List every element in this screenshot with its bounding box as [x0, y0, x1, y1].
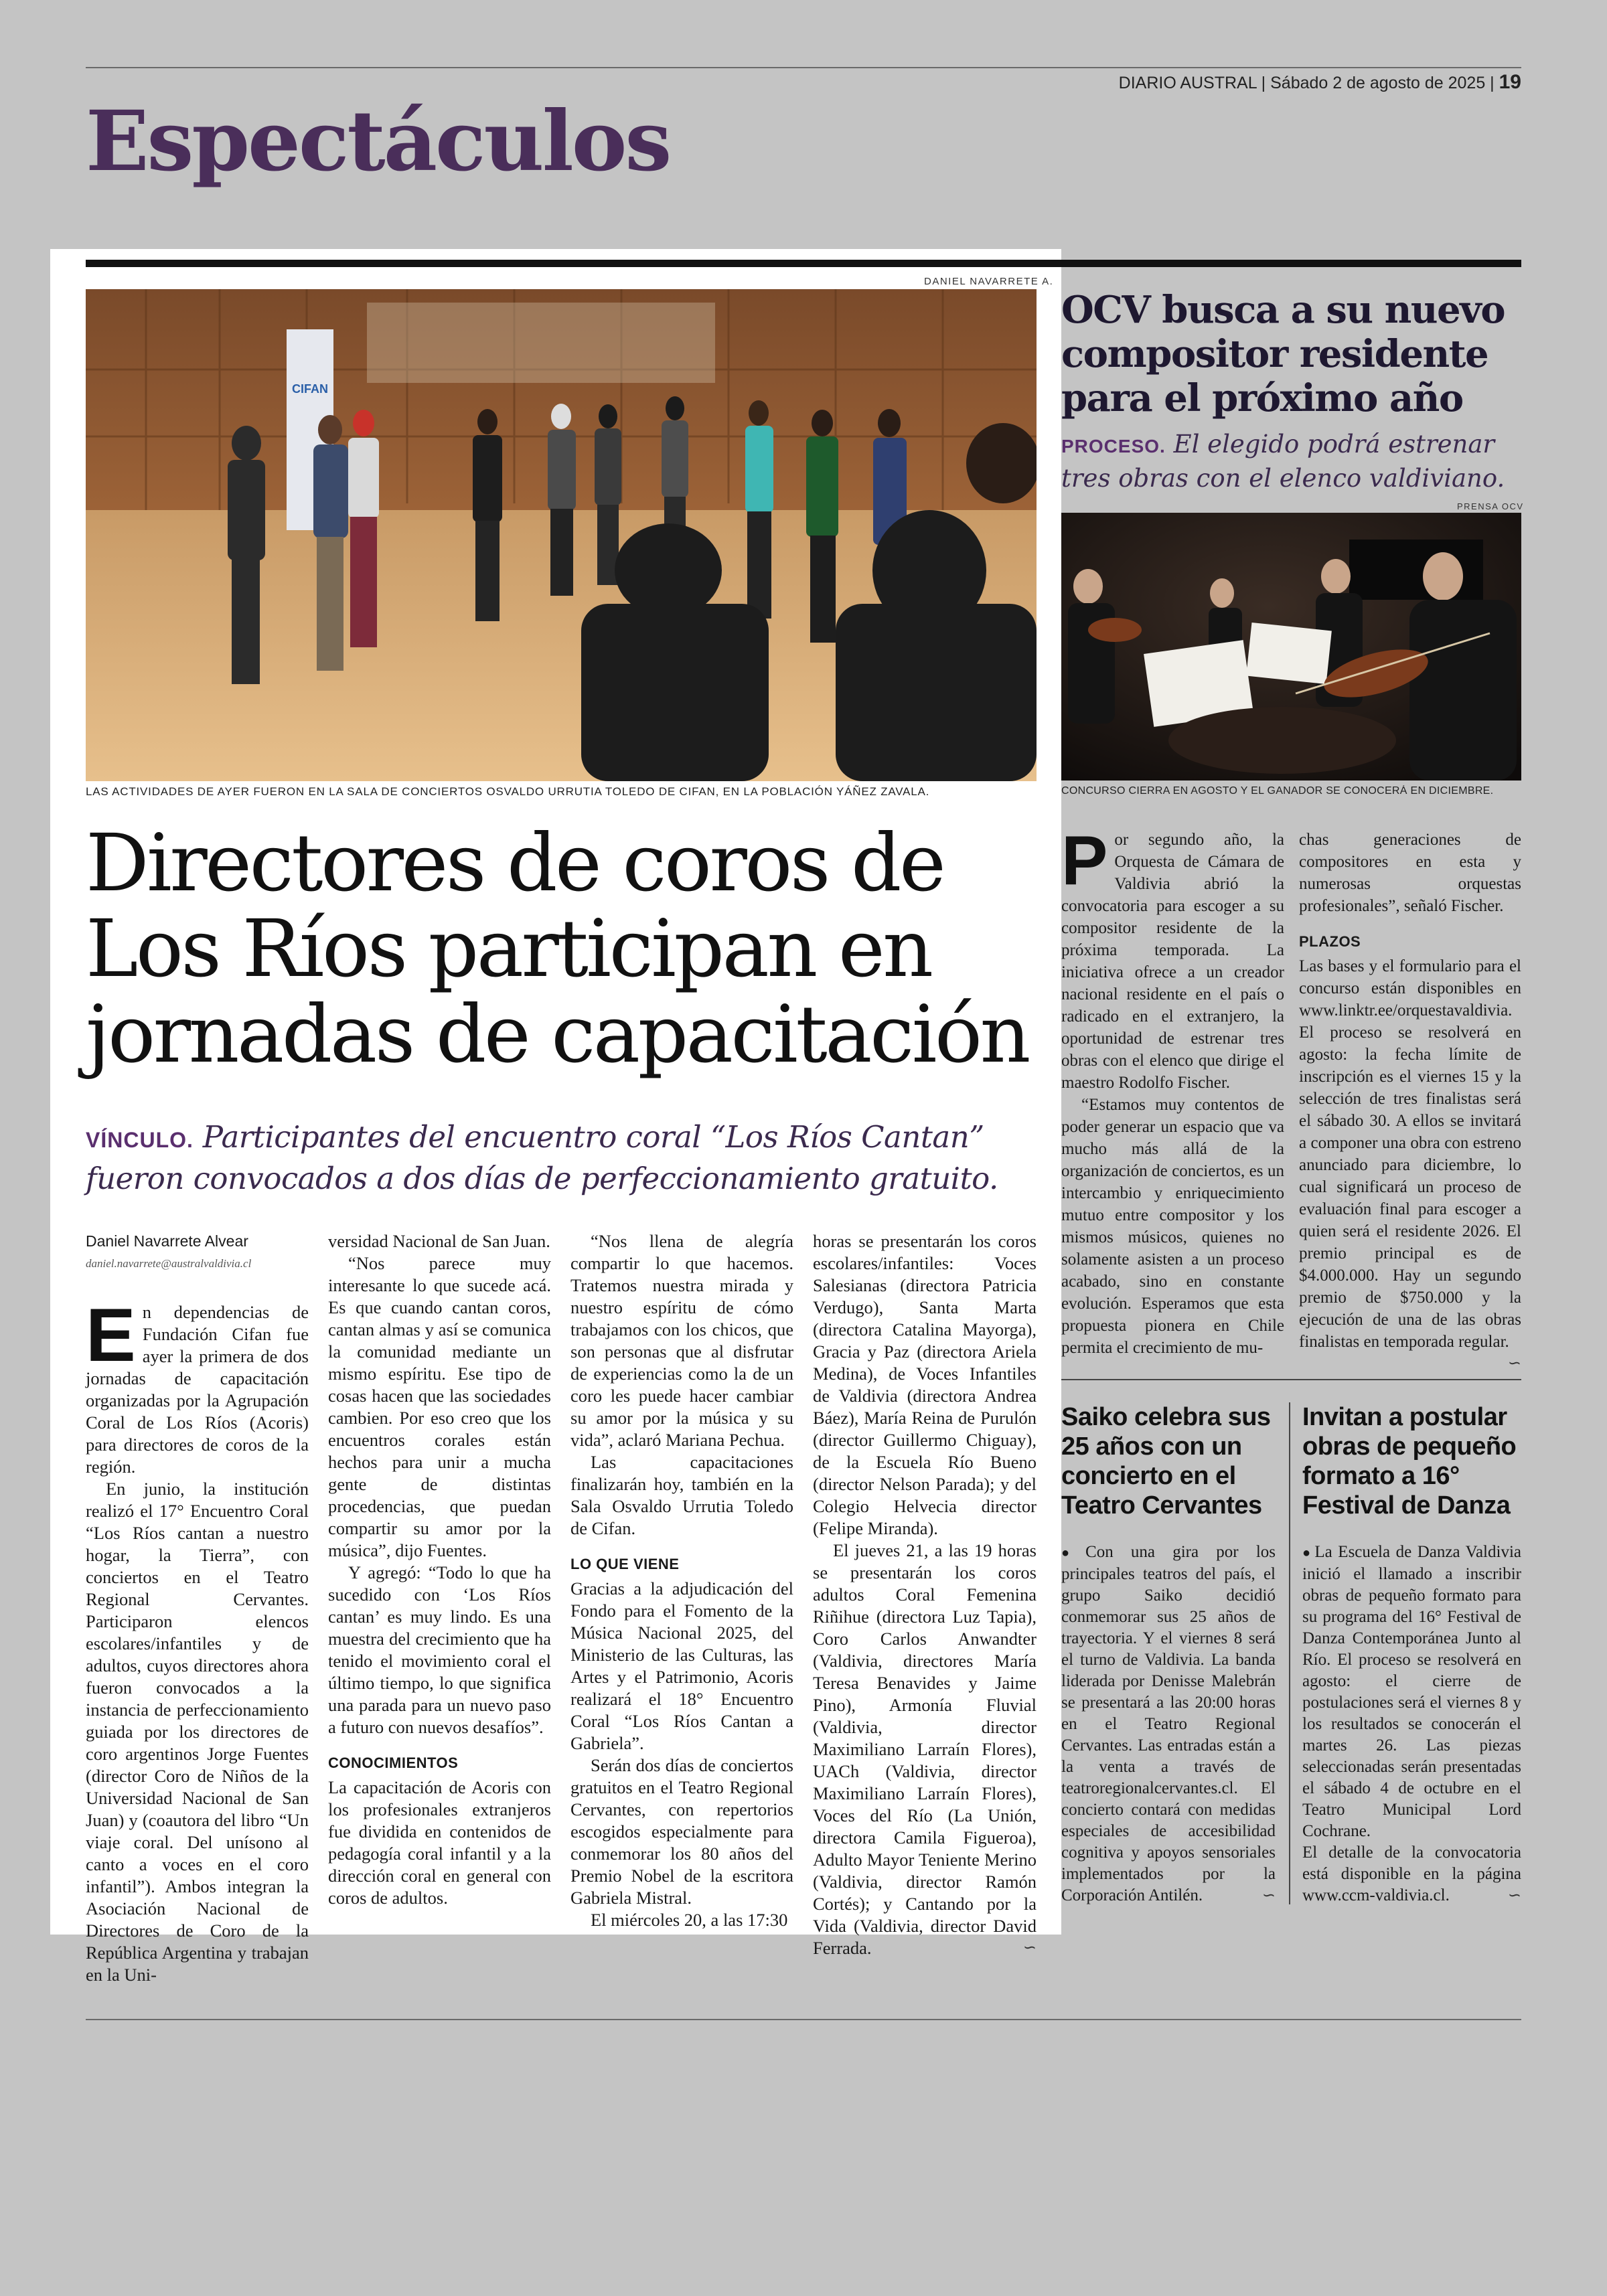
paragraph: Las bases y el formulario para el concurso están disponibles en www.linktr.ee/orquestavaldivia. El proceso se resolverá en agosto: la fecha límite de inscripción es el viernes 15 y la selección de tres finalistas será el sábado 30. A ellos se invitará a componer una obra con estreno anunciado para diciembre, lo cual significará un proceso de evaluación final para escoger a quien será el residente 2026. El premio principal es de $4.000.000. Hay un segundo premio de $750.000 y la ejecución de una de las obras finalistas en temporada regular. ∽ — [1299, 955, 1521, 1353]
paper-name: DIARIO AUSTRAL — [1118, 74, 1257, 92]
paragraph: Las capacitaciones finalizarán hoy, también en la Sala Osvaldo Urrutia Toledo de Cifan. — [570, 1452, 793, 1538]
subsection-heading: CONOCIMIENTOS — [328, 1754, 459, 1771]
masthead-rule — [86, 67, 1521, 68]
ocv-column-1 — [1061, 822, 1284, 1359]
byline: Daniel Navarrete Alvear — [86, 1232, 248, 1250]
paragraph: chas generaciones de compositores en esta y numerosas orquestas profesionales”, señaló Fischer. — [1299, 831, 1521, 915]
paragraph: El jueves 21, a las 19 horas se presentarán los coros adultos Coral Femenina Riñihue (directora Luz Tapia), Coro Carlos Anwandter (Valdivia, directores María Teresa Benavides y Jaime Pino), Armonía Fluvial (Valdivia, director Maximiliano Larraín Flores), UACh (Valdivia, director Maximiliano Larraín Flores), Voces del Río (La Unión, directora Camila Figueroa), Adulto Mayor Teniente Merino (Valdivia, director Ramón Cortés); y Cantando por la Vida (Valdivia, director David Ferrada. ∽ — [813, 1540, 1037, 1958]
paragraph: “Nos parece muy interesante lo que sucede acá. Es que cuando cantan coros, cantan almas y así se comunica la comunidad mediante un mismo espíritu. Ese tipo de cosas hacen que las sociedades cambien. Por eso creo que los encuentros corales están hechos para unir a mucha gente de distintas procedencias, que puedan compartir su amor por la música”, dijo Fuentes. — [328, 1253, 551, 1560]
headline-line: jornadas de capacitación — [86, 988, 1028, 1080]
paragraph: Por segundo año, la Orquesta de Cámara de Valdivia abrió la convocatoria para escoger a su compositor residente de la próxima temporada. La iniciativa ofrece a un creador nacional residente en el país o radicado en el extranjero, la oportunidad de estrenar tres obras con el elenco que dirige el maestro Rodolfo Fischer. — [1061, 822, 1284, 1092]
paragraph: Serán dos días de conciertos gratuitos en el Teatro Regional Cervantes, con repertorios escogidos especialmente para conmemorar los 80 años del Premio Nobel de la escritora Gabriela Mistral. — [570, 1755, 793, 1908]
article-column-1 — [86, 1230, 309, 1986]
saiko-body — [1061, 1542, 1276, 1906]
paragraph: ● La Escuela de Danza Valdivia inició el llamado a inscribir obras de pequeño formato para su programa del 16° Festival de Danza Contemporánea Junto al Río. El proceso se resolverá en agosto: el cierre de postulaciones será el viernes 8 y los resultados se conocerán el martes 26. Las piezas seleccionadas serán presentadas el sábado 4 de octubre en el Teatro Municipal Lord Cochrane. — [1302, 1542, 1521, 1842]
paragraph: En dependencias de Fundación Cifan fue ayer la primera de dos jornadas de capacitación organizadas por la Agrupación Coral de Los Ríos (Acoris) para directores de coros de la región. — [86, 1293, 309, 1477]
photo-credit: DANIEL NAVARRETE A. — [924, 276, 1054, 287]
paragraph: El detalle de la convocatoria está disponible en la página www.ccm-valdivia.cl. ∽ — [1302, 1842, 1521, 1906]
column-divider — [1289, 1402, 1290, 1904]
section-title: Espectáculos — [86, 93, 670, 190]
paragraph: “Estamos muy contentos de poder generar un espacio que va mucho más allá de la organización de conciertos, es un intercambio y enriquecimiento mutuo entre compositor y los mismos músicos, quienes no solamente asisten a un proceso acabado, sino en constante evolución. Esperamos que esta propuesta pionera en Chile permita el crecimiento de mu- — [1061, 1096, 1284, 1357]
drop-cap: E — [86, 1293, 136, 1377]
orchestra-photo — [1061, 513, 1521, 781]
ocv-subhead — [1061, 428, 1517, 495]
divider — [1061, 1379, 1521, 1380]
paragraph: ● Con una gira por los principales teatros del país, el grupo Saiko decidió conmemorar sus 25 años de trayectoria. Y el viernes 8 será el turno de Valdivia. La banda liderada por Denisse Malebrán se presentará a las 20:00 horas en el Teatro Regional Cervantes. Las entradas están a la venta a través de teatroregionalcervantes.cl. El concierto contará con medidas especiales de accesibilidad cognitiva y apoyos sensoriales implementados por la Corporación Antilén. ∽ — [1061, 1542, 1276, 1906]
paragraph: Y agregó: “Todo lo que ha sucedido con ‘Los Ríos cantan’ es muy lindo. Es una muestra del crecimiento que ha tenido el movimiento coral el último tiempo, lo que significa una parada para un nuevo paso a futuro con nuevos desafíos”. — [328, 1562, 551, 1737]
bottom-rule — [86, 2019, 1521, 2020]
article-column-2 — [328, 1230, 551, 1909]
end-of-article-icon: ∽ — [1022, 1939, 1037, 1957]
subhead-text: Participantes del encuentro coral “Los Ríos Cantan” fueron convocados a dos días de perfeccionamiento gratuito. — [86, 1119, 998, 1196]
end-of-article-icon: ∽ — [1261, 1887, 1276, 1904]
paragraph: El miércoles 20, a las 17:30 — [591, 1910, 788, 1930]
main-headline — [86, 817, 1037, 1080]
ocv-column-2 — [1299, 829, 1521, 1375]
top-rule — [86, 260, 1521, 267]
main-photo — [86, 289, 1037, 781]
issue-date: Sábado 2 de agosto de 2025 — [1270, 74, 1486, 92]
subhead-text: El elegido podrá estrenar tres obras con el elenco valdiviano. — [1061, 430, 1505, 493]
kicker: VÍNCULO. — [86, 1128, 194, 1152]
main-subhead — [86, 1118, 1023, 1198]
danza-headline: Invitan a postular obras de pequeño formato a 16° Festival de Danza — [1302, 1403, 1517, 1520]
subsection-heading: LO QUE VIENE — [570, 1556, 680, 1572]
photo-caption: LAS ACTIVIDADES DE AYER FUERON EN LA SALA DE CONCIERTOS OSVALDO URRUTIA TOLEDO DE CIFAN, EN LA POBLACIÓN YÁÑEZ ZAVALA. — [86, 785, 930, 798]
headline-line: Los Ríos participan en — [86, 902, 931, 995]
photo-caption: CONCURSO CIERRA EN AGOSTO Y EL GANADOR SE CONOCERÁ EN DICIEMBRE. — [1061, 785, 1494, 797]
folio: DIARIO AUSTRAL | Sábado 2 de agosto de 2025 | 19 — [1118, 71, 1521, 93]
byline-email: daniel.navarrete@australvaldivia.cl — [86, 1257, 252, 1270]
paragraph: horas se presentarán los coros escolares/infantiles: Voces Salesianas (directora Patricia Verdugo), Santa Marta (directora Catalina Mayorga), Gracia y Paz (directora Ariela Medina), de Voces Infantiles de Valdivia (directora Andrea Báez), María Reina de Purulón (director Guillermo Chiguay), de la Escuela Río Bueno (director Nelson Parada); y del Colegio Helvecia director (Felipe Miranda). — [813, 1231, 1037, 1538]
drop-cap: P — [1061, 822, 1108, 900]
paragraph: En junio, la institución realizó el 17° Encuentro Coral “Los Ríos cantan a nuestro hogar, la Tierra”, con conciertos en el Teatro Regional Cervantes. Participaron elencos escolares/infantiles y de adultos, cuyos directores ahora fueron convocados a la instancia de perfeccionamiento guiada por los directores de coro argentinos Jorge Fuentes (director Coro de Niños de la Universidad Nacional de San Juan) y (coautora del libro “Un viaje coral. Del unísono al canto a voces en el coro infantil”). Ambos integran la Asociación Nacional de Directores de Coro de la República Argentina y trabajan en la Uni- — [86, 1479, 309, 1985]
paragraph: versidad Nacional de San Juan. — [328, 1231, 550, 1251]
danza-body — [1302, 1542, 1521, 1906]
end-of-article-icon: ∽ — [1507, 1887, 1521, 1904]
ocv-headline: OCV busca a su nuevo compositor residente para el próximo año — [1061, 288, 1505, 420]
banner-sign: CIFAN — [292, 382, 328, 396]
page-number: 19 — [1499, 71, 1521, 93]
article-column-4 — [813, 1230, 1037, 1959]
end-of-article-icon: ∽ — [1507, 1355, 1521, 1372]
saiko-headline: Saiko celebra sus 25 años con un concierto en el Teatro Cervantes — [1061, 1403, 1271, 1520]
headline-line: Directores de coros de — [86, 817, 944, 909]
photo-credit: PRENSA OCV — [1457, 501, 1524, 511]
paragraph: La capacitación de Acoris con los profesionales extranjeros fue dividida en contenidos de pedagogía coral infantil y a la dirección coral en general con coros de adultos. — [328, 1777, 551, 1908]
subsection-heading: PLAZOS — [1299, 933, 1361, 950]
paragraph: “Nos llena de alegría compartir lo que hacemos. Tratemos nuestra mirada y nuestro espíritu de cómo trabajamos con los chicos, que son personas que al disfrutar de experiencias como la de un coro les puede hacer cambiar su amor por la música y su vida”, aclaró Mariana Pechua. — [570, 1231, 793, 1450]
paragraph: Gracias a la adjudicación del Fondo para el Fomento de la Música Nacional 2025, del Ministerio de las Culturas, las Artes y el Patrimonio, Acoris realizará el 18° Encuentro Coral “Los Ríos Cantan a Gabriela”. — [570, 1578, 793, 1753]
article-column-3 — [570, 1230, 793, 1931]
kicker: PROCESO. — [1061, 436, 1166, 457]
